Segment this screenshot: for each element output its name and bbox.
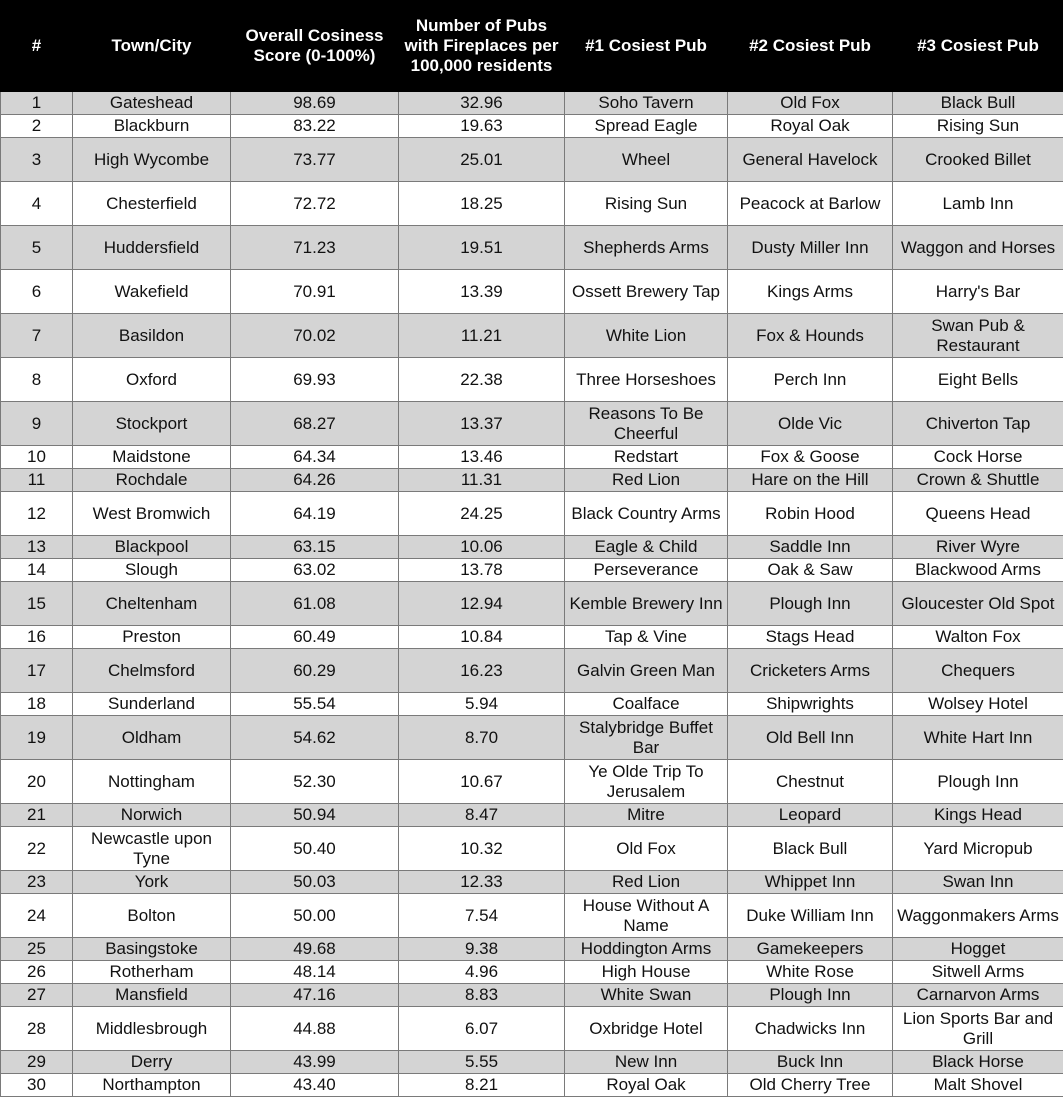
cell-pub-3: Wolsey Hotel [893,693,1063,716]
cell-score: 48.14 [231,961,399,984]
cell-score: 64.19 [231,492,399,536]
cell-pub-1: Shepherds Arms [565,226,728,270]
cell-pub-3: Chiverton Tap [893,402,1063,446]
table-body [1,92,1063,1097]
cell-fireplaces: 12.94 [399,582,565,626]
table-row [1,92,1063,115]
table-row [1,115,1063,138]
cell-pub-1: Wheel [565,138,728,182]
cell-pub-2: Black Bull [728,827,893,871]
cell-fireplaces: 6.07 [399,1007,565,1051]
cell-pub-1: Ye Olde Trip To Jerusalem [565,760,728,804]
table-row [1,536,1063,559]
cell-rank: 25 [1,938,73,961]
cell-pub-3: Queens Head [893,492,1063,536]
cell-town: Norwich [73,804,231,827]
header-town-city: Town/City [73,1,231,92]
cell-pub-3: Crooked Billet [893,138,1063,182]
cell-fireplaces: 5.55 [399,1051,565,1074]
cell-score: 98.69 [231,92,399,115]
cell-pub-2: Robin Hood [728,492,893,536]
cell-town: Chelmsford [73,649,231,693]
cell-rank: 19 [1,716,73,760]
header-cosiness-score: Overall Cosiness Score (0-100%) [231,1,399,92]
cell-score: 50.40 [231,827,399,871]
cell-fireplaces: 11.31 [399,469,565,492]
cell-rank: 11 [1,469,73,492]
cell-pub-3: Black Bull [893,92,1063,115]
cell-fireplaces: 13.37 [399,402,565,446]
cell-town: Slough [73,559,231,582]
cell-pub-2: White Rose [728,961,893,984]
cell-score: 64.26 [231,469,399,492]
cell-score: 70.02 [231,314,399,358]
cell-town: Huddersfield [73,226,231,270]
cell-town: High Wycombe [73,138,231,182]
cell-pub-1: Stalybridge Buffet Bar [565,716,728,760]
cell-pub-2: Perch Inn [728,358,893,402]
cell-rank: 18 [1,693,73,716]
cell-town: Basildon [73,314,231,358]
cell-score: 44.88 [231,1007,399,1051]
table-row [1,649,1063,693]
cell-pub-1: Red Lion [565,469,728,492]
cell-rank: 23 [1,871,73,894]
table-row [1,402,1063,446]
table-row [1,804,1063,827]
cell-pub-3: River Wyre [893,536,1063,559]
cell-fireplaces: 8.47 [399,804,565,827]
cell-fireplaces: 18.25 [399,182,565,226]
table-row [1,827,1063,871]
table-row [1,226,1063,270]
table-row [1,559,1063,582]
cell-score: 50.94 [231,804,399,827]
cell-fireplaces: 13.39 [399,270,565,314]
cell-fireplaces: 11.21 [399,314,565,358]
header-rank: # [1,1,73,92]
cell-pub-1: Old Fox [565,827,728,871]
cell-fireplaces: 24.25 [399,492,565,536]
cell-pub-2: Gamekeepers [728,938,893,961]
cell-score: 73.77 [231,138,399,182]
cell-pub-3: Hogget [893,938,1063,961]
cell-pub-2: Dusty Miller Inn [728,226,893,270]
cell-town: York [73,871,231,894]
cell-town: Chesterfield [73,182,231,226]
cell-pub-2: Oak & Saw [728,559,893,582]
cell-fireplaces: 12.33 [399,871,565,894]
cell-pub-2: Chestnut [728,760,893,804]
table-row [1,760,1063,804]
cell-score: 49.68 [231,938,399,961]
cell-pub-1: Reasons To Be Cheerful [565,402,728,446]
cell-pub-1: White Lion [565,314,728,358]
cell-town: Preston [73,626,231,649]
cell-pub-1: Soho Tavern [565,92,728,115]
header-fireplace-pubs: Number of Pubs with Fireplaces per 100,000 residents [399,1,565,92]
table-row [1,314,1063,358]
cell-pub-1: Three Horseshoes [565,358,728,402]
cell-fireplaces: 10.06 [399,536,565,559]
cell-rank: 7 [1,314,73,358]
cell-pub-1: Royal Oak [565,1074,728,1097]
cell-score: 43.40 [231,1074,399,1097]
cell-town: Stockport [73,402,231,446]
table-row [1,693,1063,716]
cell-pub-3: Blackwood Arms [893,559,1063,582]
cell-rank: 27 [1,984,73,1007]
cell-pub-1: Perseverance [565,559,728,582]
table-row [1,582,1063,626]
cell-rank: 16 [1,626,73,649]
cell-town: Maidstone [73,446,231,469]
cell-pub-1: New Inn [565,1051,728,1074]
cell-fireplaces: 4.96 [399,961,565,984]
cell-score: 54.62 [231,716,399,760]
cell-pub-3: Crown & Shuttle [893,469,1063,492]
cell-score: 61.08 [231,582,399,626]
table-row [1,626,1063,649]
cell-town: Derry [73,1051,231,1074]
cell-pub-3: Swan Pub & Restaurant [893,314,1063,358]
cell-town: Oxford [73,358,231,402]
cell-fireplaces: 10.67 [399,760,565,804]
cell-fireplaces: 5.94 [399,693,565,716]
table-row [1,871,1063,894]
cell-pub-1: Eagle & Child [565,536,728,559]
table-row [1,270,1063,314]
cell-rank: 12 [1,492,73,536]
cell-pub-1: Red Lion [565,871,728,894]
cell-pub-1: Hoddington Arms [565,938,728,961]
cell-fireplaces: 9.38 [399,938,565,961]
cell-fireplaces: 8.70 [399,716,565,760]
cell-rank: 14 [1,559,73,582]
table-row [1,984,1063,1007]
cell-pub-3: Rising Sun [893,115,1063,138]
cell-town: Oldham [73,716,231,760]
cell-pub-2: Leopard [728,804,893,827]
cell-pub-2: Plough Inn [728,984,893,1007]
table-row [1,1007,1063,1051]
cell-pub-2: Olde Vic [728,402,893,446]
cell-pub-2: Old Fox [728,92,893,115]
cell-pub-1: Black Country Arms [565,492,728,536]
cell-pub-3: Lamb Inn [893,182,1063,226]
cell-pub-3: Carnarvon Arms [893,984,1063,1007]
cell-town: Northampton [73,1074,231,1097]
cell-score: 47.16 [231,984,399,1007]
cell-town: Basingstoke [73,938,231,961]
cell-pub-2: Shipwrights [728,693,893,716]
cell-score: 72.72 [231,182,399,226]
table-header [1,1,1063,92]
cell-rank: 4 [1,182,73,226]
cell-score: 60.49 [231,626,399,649]
cell-pub-1: Redstart [565,446,728,469]
cell-pub-3: Waggonmakers Arms [893,894,1063,938]
cell-pub-3: Malt Shovel [893,1074,1063,1097]
table-row [1,938,1063,961]
cell-score: 52.30 [231,760,399,804]
cell-pub-3: Gloucester Old Spot [893,582,1063,626]
cell-fireplaces: 13.78 [399,559,565,582]
cell-pub-1: Rising Sun [565,182,728,226]
header-row [1,1,1063,92]
cell-fireplaces: 16.23 [399,649,565,693]
cell-town: Gateshead [73,92,231,115]
cell-score: 70.91 [231,270,399,314]
cell-rank: 26 [1,961,73,984]
cell-score: 71.23 [231,226,399,270]
cell-score: 83.22 [231,115,399,138]
cell-score: 50.00 [231,894,399,938]
cell-rank: 3 [1,138,73,182]
cell-rank: 17 [1,649,73,693]
cell-pub-2: Royal Oak [728,115,893,138]
cell-town: Blackpool [73,536,231,559]
cell-fireplaces: 10.32 [399,827,565,871]
cell-score: 60.29 [231,649,399,693]
table-row [1,138,1063,182]
header-pub-3: #3 Cosiest Pub [893,1,1063,92]
cell-rank: 22 [1,827,73,871]
cell-pub-1: House Without A Name [565,894,728,938]
cell-fireplaces: 7.54 [399,894,565,938]
cell-pub-1: Ossett Brewery Tap [565,270,728,314]
cell-pub-3: Sitwell Arms [893,961,1063,984]
cell-pub-2: Kings Arms [728,270,893,314]
cell-score: 68.27 [231,402,399,446]
cell-rank: 9 [1,402,73,446]
cell-town: Newcastle upon Tyne [73,827,231,871]
table-row [1,492,1063,536]
cell-pub-3: White Hart Inn [893,716,1063,760]
cell-pub-3: Black Horse [893,1051,1063,1074]
cell-rank: 24 [1,894,73,938]
cell-town: Cheltenham [73,582,231,626]
table-row [1,716,1063,760]
cell-pub-1: White Swan [565,984,728,1007]
cell-pub-2: Duke William Inn [728,894,893,938]
cell-fireplaces: 25.01 [399,138,565,182]
cell-pub-1: Coalface [565,693,728,716]
cell-score: 55.54 [231,693,399,716]
cell-pub-2: General Havelock [728,138,893,182]
cell-pub-2: Fox & Goose [728,446,893,469]
cell-fireplaces: 32.96 [399,92,565,115]
cell-score: 69.93 [231,358,399,402]
cell-pub-2: Saddle Inn [728,536,893,559]
cell-pub-1: Mitre [565,804,728,827]
cell-pub-3: Cock Horse [893,446,1063,469]
cell-score: 50.03 [231,871,399,894]
cell-rank: 28 [1,1007,73,1051]
cell-pub-2: Stags Head [728,626,893,649]
cell-rank: 10 [1,446,73,469]
table-row [1,1074,1063,1097]
cell-town: Rotherham [73,961,231,984]
table-row [1,1051,1063,1074]
cell-rank: 8 [1,358,73,402]
cell-pub-3: Chequers [893,649,1063,693]
cell-rank: 2 [1,115,73,138]
cell-pub-2: Fox & Hounds [728,314,893,358]
cell-rank: 20 [1,760,73,804]
cell-fireplaces: 8.83 [399,984,565,1007]
cell-pub-1: Spread Eagle [565,115,728,138]
cell-town: Nottingham [73,760,231,804]
cell-town: Blackburn [73,115,231,138]
cell-rank: 21 [1,804,73,827]
cell-pub-1: Tap & Vine [565,626,728,649]
table-row [1,358,1063,402]
cell-score: 63.02 [231,559,399,582]
cell-pub-2: Old Cherry Tree [728,1074,893,1097]
table-row [1,446,1063,469]
cell-fireplaces: 22.38 [399,358,565,402]
cell-fireplaces: 19.63 [399,115,565,138]
cell-pub-3: Waggon and Horses [893,226,1063,270]
cell-rank: 30 [1,1074,73,1097]
cell-pub-3: Eight Bells [893,358,1063,402]
cell-pub-2: Peacock at Barlow [728,182,893,226]
cell-pub-3: Walton Fox [893,626,1063,649]
cell-pub-2: Chadwicks Inn [728,1007,893,1051]
cell-pub-2: Old Bell Inn [728,716,893,760]
cell-town: Mansfield [73,984,231,1007]
cell-rank: 5 [1,226,73,270]
cell-pub-1: Galvin Green Man [565,649,728,693]
cell-pub-3: Swan Inn [893,871,1063,894]
cell-pub-1: Oxbridge Hotel [565,1007,728,1051]
cell-fireplaces: 19.51 [399,226,565,270]
table-row [1,469,1063,492]
header-pub-2: #2 Cosiest Pub [728,1,893,92]
cell-pub-3: Kings Head [893,804,1063,827]
cell-fireplaces: 10.84 [399,626,565,649]
cell-pub-1: Kemble Brewery Inn [565,582,728,626]
cell-town: Bolton [73,894,231,938]
cell-pub-3: Harry's Bar [893,270,1063,314]
cell-pub-1: High House [565,961,728,984]
cell-pub-2: Cricketers Arms [728,649,893,693]
cell-score: 63.15 [231,536,399,559]
cell-rank: 13 [1,536,73,559]
cell-fireplaces: 8.21 [399,1074,565,1097]
cell-town: Wakefield [73,270,231,314]
cell-rank: 1 [1,92,73,115]
cell-rank: 15 [1,582,73,626]
cell-town: West Bromwich [73,492,231,536]
table-row [1,182,1063,226]
cell-pub-2: Buck Inn [728,1051,893,1074]
cell-rank: 29 [1,1051,73,1074]
cell-town: Middlesbrough [73,1007,231,1051]
cell-pub-2: Hare on the Hill [728,469,893,492]
cell-rank: 6 [1,270,73,314]
table-row [1,894,1063,938]
table-row [1,961,1063,984]
cell-pub-2: Whippet Inn [728,871,893,894]
cell-pub-3: Lion Sports Bar and Grill [893,1007,1063,1051]
cell-pub-2: Plough Inn [728,582,893,626]
cell-pub-3: Plough Inn [893,760,1063,804]
cell-pub-3: Yard Micropub [893,827,1063,871]
header-pub-1: #1 Cosiest Pub [565,1,728,92]
cell-score: 43.99 [231,1051,399,1074]
cell-town: Rochdale [73,469,231,492]
cell-town: Sunderland [73,693,231,716]
cell-score: 64.34 [231,446,399,469]
cell-fireplaces: 13.46 [399,446,565,469]
